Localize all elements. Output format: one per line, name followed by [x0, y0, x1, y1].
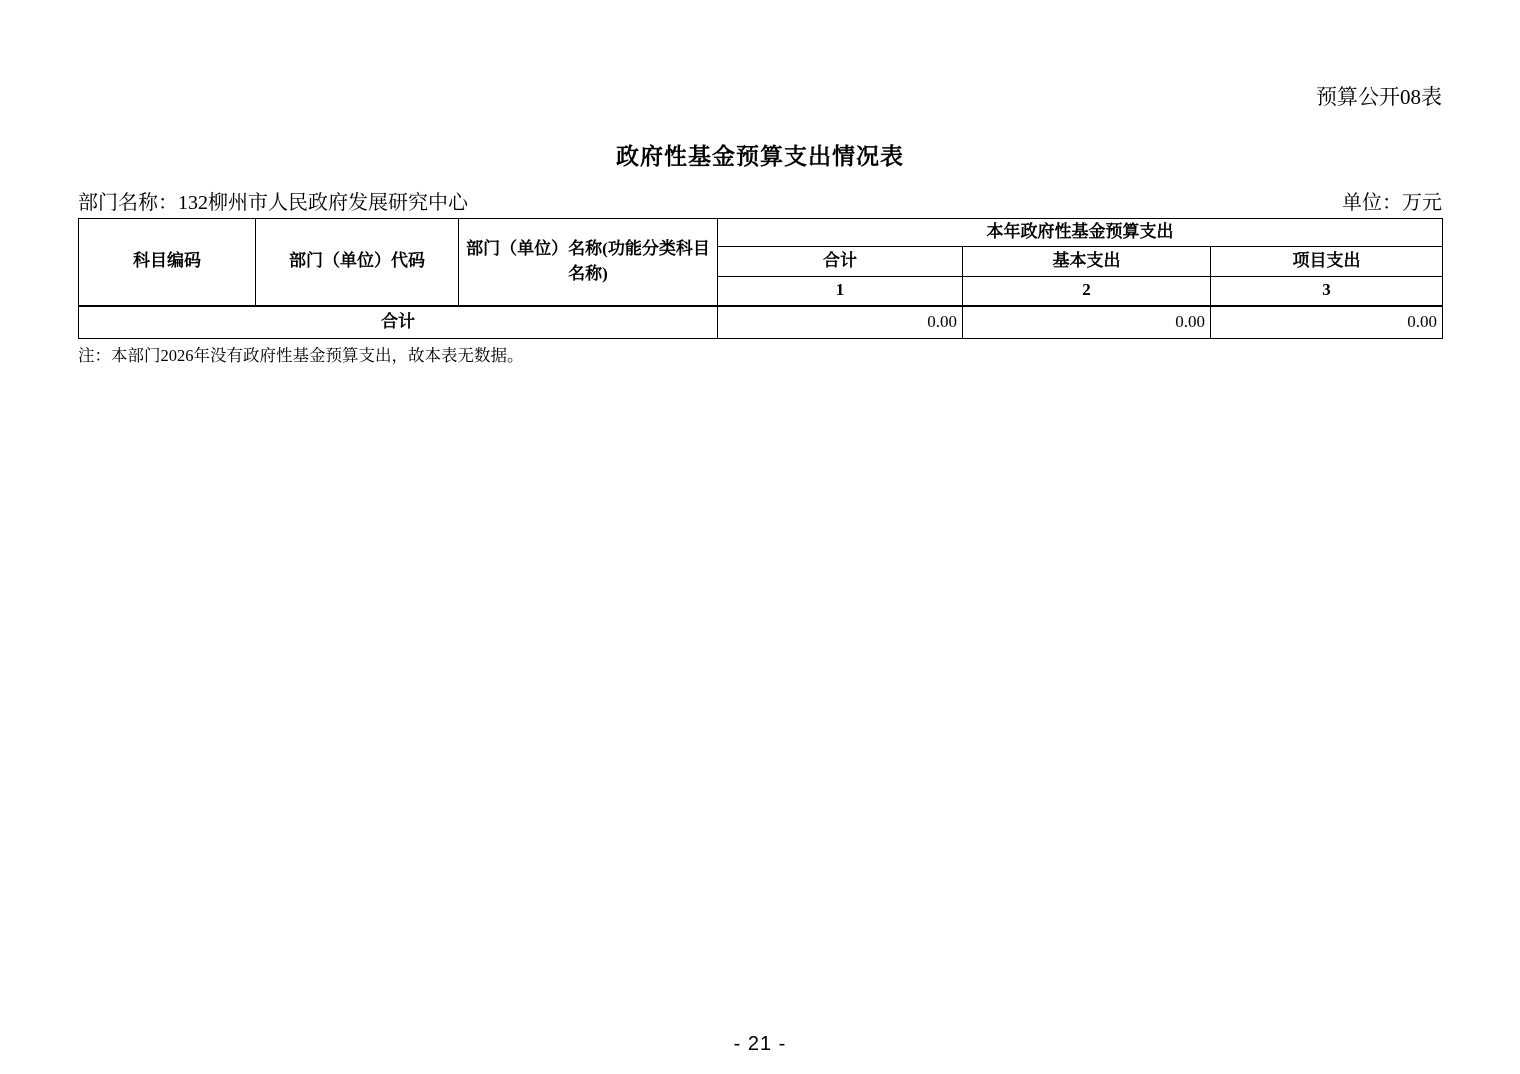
row-label-total: 合计 [79, 306, 718, 339]
cell-basic-expenditure-value: 0.00 [963, 306, 1211, 339]
column-index-1: 1 [718, 277, 963, 306]
header-subject-code: 科目编码 [79, 219, 256, 306]
column-index-3: 3 [1211, 277, 1443, 306]
cell-project-expenditure-value: 0.00 [1211, 306, 1443, 339]
page-number: - 21 - [733, 1033, 787, 1055]
page-title: 政府性基金预算支出情况表 [616, 144, 904, 169]
unit-label: 单位：万元 [1342, 192, 1442, 214]
header-total: 合计 [718, 247, 963, 277]
header-department-name: 部门（单位）名称(功能分类科目名称) [459, 219, 718, 306]
budget-table [78, 218, 1443, 339]
header-group-current-year-fund-expenditure: 本年政府性基金预算支出 [718, 219, 1443, 247]
header-department-code: 部门（单位）代码 [256, 219, 459, 306]
header-basic-expenditure: 基本支出 [963, 247, 1211, 277]
table-meta-row [78, 186, 1442, 215]
table-row-total [79, 306, 1443, 339]
footnote: 注：本部门2026年没有政府性基金预算支出，故本表无数据。 [78, 346, 524, 365]
department-name: 部门名称：132柳州市人民政府发展研究中心 [78, 192, 468, 214]
header-project-expenditure: 项目支出 [1211, 247, 1443, 277]
form-code-label: 预算公开08表 [1316, 85, 1442, 109]
column-index-2: 2 [963, 277, 1211, 306]
table-header-row-group [79, 219, 1443, 247]
cell-total-value: 0.00 [718, 306, 963, 339]
